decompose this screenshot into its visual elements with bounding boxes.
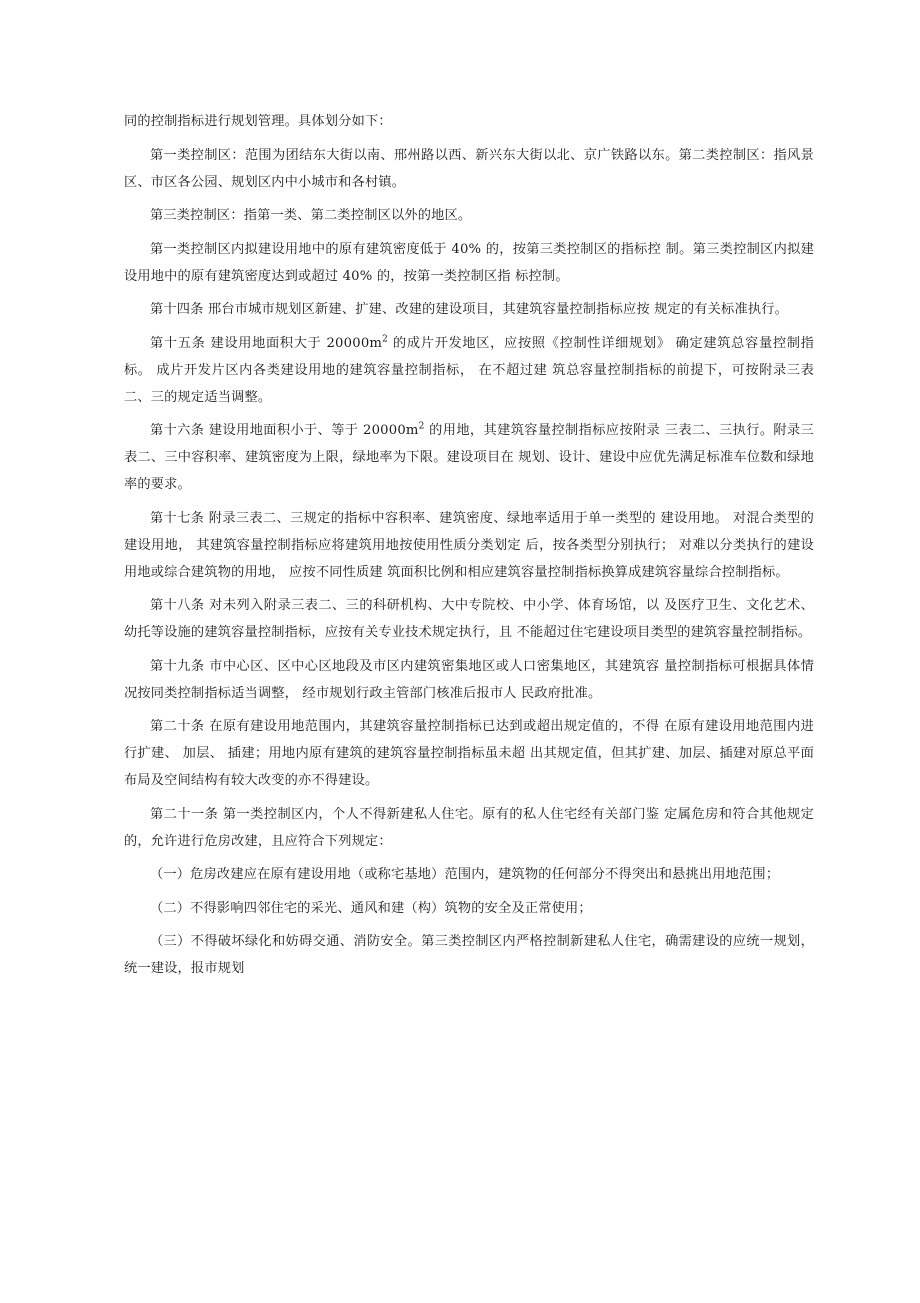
- paragraph-5: [124, 330, 814, 411]
- paragraph-6-text-before: 第十六条 建设用地面积小于、等于 20000m: [150, 423, 419, 438]
- list-item-1: （一）危房改建应在原有建设用地（或称宅基地）范围内，建筑物的任何部分不得突出和悬挑出用地范围；: [150, 867, 780, 882]
- paragraph-4: 第十四条 邢台市城市规划区新建、扩建、改建的建设项目，其建筑容量控制指标应按 规定的有关标准执行。: [150, 302, 788, 317]
- paragraph-9: 第十九条 市中心区、区中心区地段及市区内建筑密集地区或人口密集地区，其建筑容 量控制指标可根据具体情况按同类控制指标适当调整， 经市规划行政主管部门核准后报市人 民政府批准。: [124, 658, 814, 701]
- paragraph-0: 同的控制指标进行规划管理。具体划分如下：: [124, 114, 392, 129]
- paragraph-11: 第二十一条 第一类控制区内，个人不得新建私人住宅。原有的私人住宅经有关部门鉴 定属危房和符合其他规定的，允许进行危房改建，且应符合下列规定：: [124, 806, 814, 849]
- list-item-2: （二）不得影响四邻住宅的采光、通风和建（构）筑物的安全及正常使用；: [150, 900, 592, 916]
- paragraph-6-superscript: 2: [418, 421, 425, 432]
- paragraph-6: [124, 417, 814, 498]
- list-item-3: （三）不得破坏绿化和妨碍交通、消防安全。第三类控制区内严格控制新建私人住宅，确需建设的应统一规划，统一建设，报市规划: [124, 934, 814, 976]
- paragraph-5-text-before: 第十五条 建设用地面积大于 20000m: [150, 335, 383, 351]
- paragraph-10: 第二十条 在原有建设用地范围内，其建筑容量控制指标已达到或超出规定值的，不得 在原有建设用地范围内进行扩建、 加层、 插建；用地内原有建筑的建筑容量控制指标虽未超 出其规定值，但其扩建、加层、插建对原总平面布局及空间结构有较大改变的亦不得建设。: [124, 719, 814, 788]
- paragraph-5-text-after: 的成片开发地区，应按照《控制性详细规划》 确定建筑总容量控制指标。 成片开发片区内各类建设用地的建筑容量控制指标， 在不超过建 筑总容量控制指标的前提下，可按附录三表二、三的规定适当调整。: [124, 335, 814, 405]
- paragraph-5-superscript: 2: [382, 334, 389, 345]
- paragraph-1: 第一类控制区：范围为团结东大街以南、邢州路以西、新兴东大街以北、京广铁路以东。第二类控制区：指风景区、市区各公园、规划区内中小城市和各村镇。: [124, 147, 814, 190]
- paragraph-7: 第十七条 附录三表二、三规定的指标中容积率、建筑密度、绿地率适用于单一类型的 建设用地。 对混合类型的建设用地， 其建筑容量控制指标应将建筑用地按使用性质分类划定 后，按各类型分别执行； 对难以分类执行的建设用地或综合建筑物的用地， 应按不同性质建 筑面积比例和相应建筑容量控制指标换算成建筑容量综合控制指标。: [124, 510, 814, 580]
- paragraph-6-text-after: 的用地，其建筑容量控制指标应按附录 三表二、三执行。附录三表二、三中容积率、建筑密度为上限，绿地率为下限。建设项目在 规划、设计、建设中应优先满足标准车位数和绿地率的要求。: [124, 423, 814, 492]
- paragraph-2: 第三类控制区：指第一类、第二类控制区以外的地区。: [150, 208, 472, 223]
- paragraph-8: 第十八条 对未列入附录三表二、三的科研机构、大中专院校、中小学、体育场馆，以 及医疗卫生、文化艺术、 幼托等设施的建筑容量控制指标，应按有关专业技术规定执行，且 不能超过住宅建设项目类型的建筑容量控制指标。: [124, 598, 814, 640]
- paragraph-3: 第一类控制区内拟建设用地中的原有建筑密度低于 40% 的，按第三类控制区的指标控 制。第三类控制区内拟建设用地中的原有建筑密度达到或超过 40% 的，按第一类控制区指 标控制。: [124, 241, 814, 284]
- document-body: [124, 108, 814, 989]
